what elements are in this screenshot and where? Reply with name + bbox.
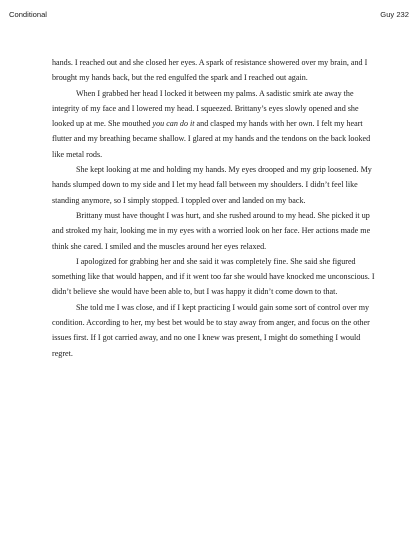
paragraph: [52, 162, 378, 208]
paragraph: [52, 55, 378, 86]
paragraph-text: I apologized for grabbing her and she said it was completely fine. She said she figured something like that would happen, and if it went too far she would have knocked me unconscious. I didn’t believe she would have been able to, but I was happy it didn’t come down to that.: [52, 256, 375, 297]
paragraph-text: Brittany must have thought I was hurt, and she rushed around to my head. She picked it up and stroked my hair, looking me in my eyes with a worried look on her face. Her actions made me think she cared. I smiled and the muscles around her eyes relaxed.: [52, 210, 371, 251]
paragraph: [52, 208, 378, 254]
paragraph: [52, 254, 378, 300]
paragraph-text: When I grabbed her head I locked it between my palms. A sadistic smirk ate away the integrity of my face and I lowered my head. I squeezed. Brittany’s eyes slowly opened and she looked up at me. She mouthed: [52, 88, 359, 129]
paragraph-text: She told me I was close, and if I kept practicing I would gain some sort of control over my condition. According to her, my best bet would be to stay away from anger, and focus on the other issues first. If I got carried away, and no one I knew was present, I might do something I would regret.: [52, 302, 370, 358]
page-header: [9, 10, 409, 22]
italic-text: you can do it: [152, 119, 195, 129]
body-text: [52, 55, 378, 361]
running-title: Conditional: [9, 10, 47, 19]
paragraph-text: She kept looking at me and holding my hands. My eyes drooped and my grip loosened. My hands slumped down to my side and I let my head fall between my shoulders. I didn’t feel like standing anymore, so I simply stopped. I toppled over and landed on my back.: [52, 165, 372, 205]
paragraph: [52, 300, 378, 361]
paragraph: [52, 86, 378, 162]
paragraph-text: and clasped my hands with her own. I felt my heart flutter and my breathing became shallow. I glared at my hands and the tendons on the back looked like metal rods.: [52, 119, 371, 159]
page-number: Guy 232: [380, 10, 409, 19]
paragraph-text: hands. I reached out and she closed her eyes. A spark of resistance showered over my brain, and I brought my hands back, but the red engulfed the spark and I reached out again.: [52, 58, 368, 83]
